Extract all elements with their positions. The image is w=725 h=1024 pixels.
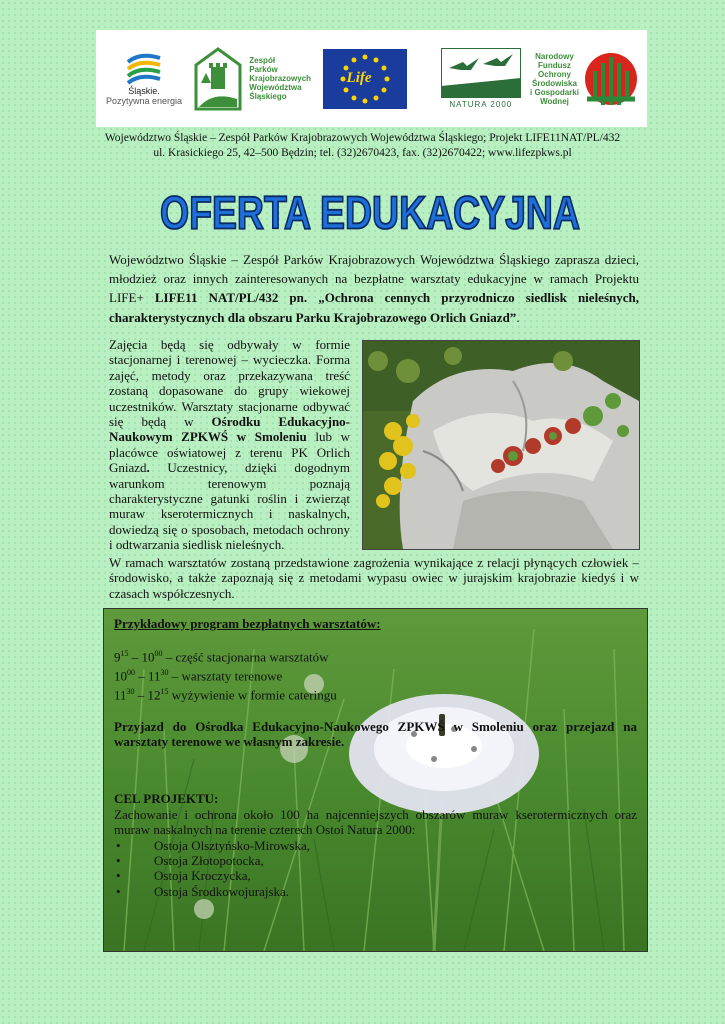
- time-minute: 00: [127, 668, 135, 678]
- workshops-paragraph: [109, 337, 350, 553]
- program-box: [103, 608, 648, 952]
- intro-end: .: [516, 309, 520, 325]
- schedule-label: – warsztaty terenowe: [168, 668, 283, 684]
- goal-heading: CEL PROJEKTU:: [114, 791, 219, 807]
- nfos-line: Wodnej: [540, 96, 569, 106]
- zpk-line: Parków: [249, 65, 278, 74]
- goal-text: Zachowanie i ochrona około 100 ha najcenniejszych obszarów muraw kserotermicznych oraz muraw naskalnych na terenie czterech Ostoi Natura 2000:: [114, 806, 637, 838]
- nfos-logo: [530, 39, 639, 119]
- zpk-line: Śląskiego: [249, 92, 287, 101]
- nfos-line: i Gospodarki: [530, 87, 579, 97]
- page-title-wrap: [150, 180, 590, 243]
- slaskie-name: Śląskie.: [128, 85, 160, 96]
- time-minute: 30: [160, 668, 169, 678]
- time-hour: 11: [148, 668, 161, 684]
- program-heading: Przykładowy program bezpłatnych warsztatów:: [114, 616, 381, 631]
- workshops-text: Uczestnicy, dzięki dogodnym warunkom terenowym poznają charakterystyczne gatunki roślin i zwierząt muraw kserotermicznych i naskalnych, dowiedzą się o sposobach, metodach ochrony i odtwarzania siedlisk nieleśnych.: [109, 460, 350, 553]
- page-title: OFERTA EDUKACYJNA: [160, 187, 580, 238]
- nfos-emblem-icon: [583, 47, 639, 111]
- schedule-label: – część stacjonarna warsztatów: [162, 649, 329, 665]
- zpk-line: Zespół: [249, 56, 276, 65]
- slaskie-logo: [104, 39, 184, 119]
- eu-life-logo: [323, 39, 432, 119]
- time-hour: 12: [147, 687, 161, 703]
- center-name: Ośrodku Edukacyjno-Naukowym ZPKWŚ w Smoleniu: [109, 414, 350, 445]
- castle-icon: [193, 47, 243, 111]
- header-line-1: Województwo Śląskie – Zespół Parków Krajobrazowych Województwa Śląskiego; Projekt LIFE11NAT/PL/432: [104, 132, 621, 144]
- header-line-2: ul. Krasickiego 25, 42–500 Będzin; tel. (32)2670423, fax. (32)2670422; www.lifezpkws.pl: [153, 147, 572, 159]
- page-title-art: [150, 180, 590, 238]
- list-item: • Ostoja Olsztyńsko-Mirowska,: [154, 838, 637, 853]
- intro-paragraph: [109, 250, 639, 327]
- time-hour: 9: [114, 649, 121, 665]
- time-minute: 30: [126, 686, 135, 696]
- nfos-line: Środowiska: [532, 78, 577, 88]
- schedule-row: $10^{00} - 11^{30}$ – warsztaty terenowe: [114, 668, 283, 684]
- rock-plants-photo: [362, 340, 640, 550]
- transport-note: Przyjazd do Ośrodka Edukacyjno-Naukowego ZPKWŚ w Smoleniu oraz przejazd na warsztaty terenowe we własnym zakresie.: [114, 718, 637, 750]
- natura-label: NATURA 2000: [449, 100, 513, 109]
- life-label: Life: [346, 70, 372, 86]
- time-hour: 10: [141, 649, 155, 665]
- workshops-text: lub w placówce oświatowej z terenu PK Orlich Gniazd: [109, 429, 351, 476]
- workshops-text: Zajęcia będą się odbywały w formie stacjonarnej i terenowej – wycieczka. Forma zajęć, metody oraz przekazywana treść zostaną dopasowane do grupy wiekowej uczestników. Warsztaty stacjonarne odbywać się będą w: [109, 337, 350, 430]
- schedule-row: $9^{15} - 10^{00}$ – część stacjonarna warsztatów: [114, 649, 329, 665]
- intro-text: Województwo Śląskie – Zespół Parków Krajobrazowych Województwa Śląskiego zaprasza dzieci, młodzież oraz innych zainteresowanych na bezpłatne warsztaty edukacyjne w ramach Projektu LIFE+: [109, 252, 639, 306]
- slaskie-wave-icon: [124, 52, 164, 86]
- time-minute: 00: [154, 649, 163, 659]
- project-name: LIFE11 NAT/PL/432 pn. „Ochrona cennych przyrodniczo siedlisk nieleśnych, charakterystycznych dla obszaru Parku Krajobrazowego Orlich Gniazd”: [109, 290, 639, 325]
- sites-list: [114, 838, 637, 900]
- list-item: • Ostoja Złotopotocka,: [154, 853, 637, 868]
- nfos-line: Fundusz: [538, 60, 571, 70]
- natura-logo: [441, 39, 521, 119]
- zpk-line: Krajobrazowych: [249, 74, 312, 83]
- slaskie-slogan: Pozytywna energia: [105, 95, 183, 106]
- time-minute: 15: [160, 686, 169, 696]
- zpk-logo: [193, 39, 313, 119]
- list-item: • Ostoja Środkowojurajska.: [154, 884, 637, 899]
- time-minute: 15: [120, 649, 129, 659]
- schedule-row: $11^{30} - 12^{15}$ wyżywienie w formie cateringu: [114, 686, 337, 703]
- time-hour: 11: [114, 687, 127, 703]
- logo-bar: [96, 30, 647, 127]
- nfos-line: Ochrony: [538, 69, 571, 79]
- zpk-line: Województwa: [249, 83, 302, 92]
- natura-birds-icon: [441, 48, 521, 98]
- list-item: • Ostoja Kroczycka,: [154, 868, 637, 883]
- schedule-label: wyżywienie w formie cateringu: [168, 687, 337, 703]
- threats-paragraph: W ramach warsztatów zostaną przedstawione zagrożenia wynikające z relacji płynących człowiek – środowisko, a także zapoznają się z metodami wypasu owiec w jurajskim krajobrazie kiedyś i w czasach współczesnych.: [109, 555, 639, 601]
- workshops-dot: .: [146, 460, 150, 476]
- program-content: [114, 616, 637, 899]
- time-hour: 10: [114, 668, 127, 684]
- nfos-line: Narodowy: [535, 51, 574, 61]
